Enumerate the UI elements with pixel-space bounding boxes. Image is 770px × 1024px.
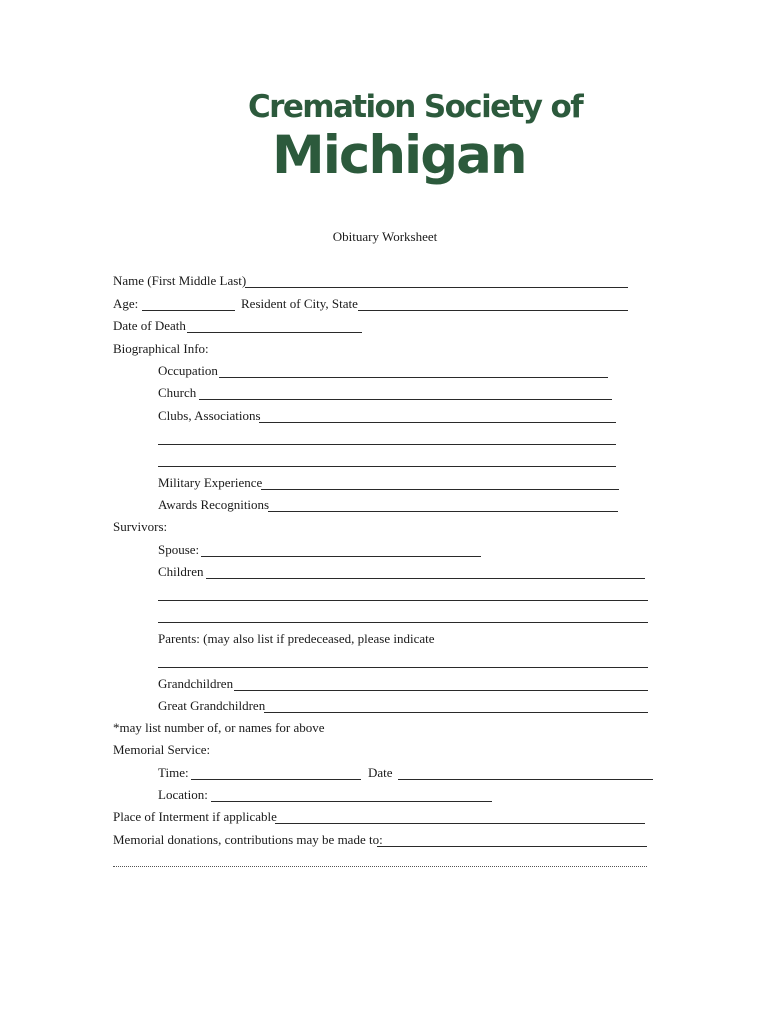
time-label: Time:: [158, 765, 189, 780]
memorial-donations-field[interactable]: [377, 846, 647, 847]
great-grandchildren-field[interactable]: [264, 712, 648, 713]
resident-label: Resident of City, State: [241, 296, 358, 311]
memorial-service-heading: Memorial Service:: [113, 742, 211, 757]
children-label: Children: [158, 564, 204, 579]
military-experience-label: Military Experience: [158, 475, 263, 490]
survivors-note: *may list number of, or names for above: [113, 720, 325, 735]
occupation-label: Occupation: [158, 363, 218, 378]
place-of-interment-label: Place of Interment if applicable: [113, 809, 277, 824]
memorial-donations-field-2[interactable]: [113, 866, 647, 867]
great-grandchildren-label: Great Grandchildren: [158, 698, 266, 713]
grandchildren-field[interactable]: [234, 690, 648, 691]
clubs-associations-label: Clubs, Associations: [158, 408, 261, 423]
cremation-society-logo: [248, 88, 583, 186]
parents-field[interactable]: [158, 667, 648, 668]
logo-line-2: Michigan: [272, 125, 526, 186]
awards-recognitions-field[interactable]: [268, 511, 618, 512]
children-field-2[interactable]: [158, 600, 648, 601]
clubs-associations-field[interactable]: [259, 422, 616, 423]
memorial-donations-label: Memorial donations, contributions may be made to:: [113, 832, 383, 847]
date-of-death-label: Date of Death: [113, 318, 186, 333]
clubs-associations-field-2[interactable]: [158, 444, 616, 445]
parents-label: Parents: (may also list if predeceased, please indicate: [158, 631, 435, 646]
survivors-heading: Survivors:: [113, 519, 168, 534]
logo-line-1: Cremation Society of: [248, 89, 583, 125]
children-field[interactable]: [206, 578, 645, 579]
name-label: Name (First Middle Last): [113, 273, 247, 288]
occupation-field[interactable]: [219, 377, 608, 378]
date-field[interactable]: [398, 779, 653, 780]
age-field[interactable]: [142, 310, 235, 311]
date-of-death-field[interactable]: [187, 332, 362, 333]
clubs-associations-field-3[interactable]: [158, 466, 616, 467]
location-field[interactable]: [211, 801, 492, 802]
place-of-interment-field[interactable]: [275, 823, 645, 824]
spouse-label: Spouse:: [158, 542, 200, 557]
page-title: Obituary Worksheet: [332, 229, 438, 244]
military-experience-field[interactable]: [261, 489, 619, 490]
church-field[interactable]: [199, 399, 612, 400]
biographical-info-heading: Biographical Info:: [113, 341, 209, 356]
date-label: Date: [368, 765, 393, 780]
grandchildren-label: Grandchildren: [158, 676, 234, 691]
time-field[interactable]: [191, 779, 361, 780]
spouse-field[interactable]: [201, 556, 481, 557]
age-label: Age:: [113, 296, 139, 311]
resident-field[interactable]: [358, 310, 628, 311]
church-label: Church: [158, 385, 197, 400]
location-label: Location:: [158, 787, 208, 802]
awards-recognitions-label: Awards Recognitions: [158, 497, 270, 512]
name-field[interactable]: [245, 287, 628, 288]
children-field-3[interactable]: [158, 622, 648, 623]
